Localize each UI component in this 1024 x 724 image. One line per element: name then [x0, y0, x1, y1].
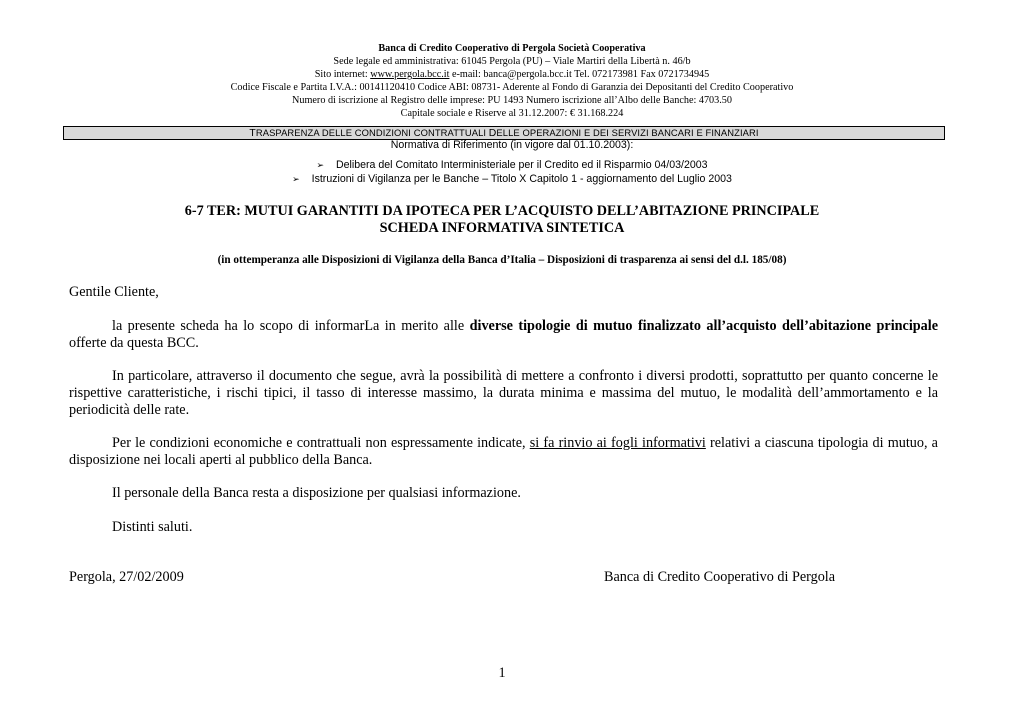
reference-list [0, 158, 1024, 186]
letterhead-registry: Numero di iscrizione al Registro delle imprese: PU 1493 Numero iscrizione all’Albo delle Banche: 4703.50 [292, 95, 732, 107]
normativa-heading: Normativa di Riferimento (in vigore dal 01.10.2003): [390, 139, 634, 151]
para3-underlined-text: si fa rinvio ai fogli informativi [529, 435, 706, 451]
paragraph-2 [69, 368, 938, 419]
para4-text: Il personale della Banca resta a disposizione per qualsiasi informazione. [112, 485, 521, 501]
arrow-bullet-icon: ➢ [292, 174, 300, 184]
list-item-text: Delibera del Comitato Interministeriale per il Credito ed il Risparmio 04/03/2003 [336, 159, 708, 171]
arrow-bullet-icon: ➢ [316, 160, 324, 170]
closing-text: Distinti saluti. [112, 519, 193, 535]
title-line-2: SCHEDA INFORMATIVA SINTETICA [379, 220, 625, 236]
website-prefix: Sito internet: [314, 69, 371, 81]
list-item [0, 158, 1024, 172]
list-item [0, 172, 1024, 186]
paragraph-4 [69, 485, 938, 502]
band-text-2: ELLE OPERAZIONI E DEI SERVIZI BANCARI E FINANZIARI [496, 127, 759, 138]
page-number: 1 [498, 665, 506, 681]
document-subtitle: (in ottemperanza alle Disposizioni di Vigilanza della Banca d’Italia – Disposizioni di trasparenza ai sensi del d.l. 185/08) [217, 254, 787, 266]
para1-bold-text: diverse tipologie di mutuo finalizzato all’acquisto dell’abitazione principale [469, 318, 938, 334]
para1-text: la presente scheda ha lo scopo di informarLa in merito alle [112, 318, 470, 334]
letterhead-capital: Capitale sociale e Riserve al 31.12.2007: € 31.168.224 [400, 108, 624, 120]
greeting: Gentile Cliente, [69, 284, 159, 300]
document-title [0, 203, 1004, 237]
para3-text: Per le condizioni economiche e contrattuali non espressamente indicate, [112, 435, 530, 451]
signature: Banca di Credito Cooperativo di Pergola [604, 569, 836, 585]
band-text-1: RASPARENZA DELLE CONDIZIONI CONTRATTUALI [255, 127, 489, 138]
letterhead-contacts [0, 68, 1024, 81]
bank-name: Banca di Credito Cooperativo di Pergola Società Cooperativa [378, 43, 646, 54]
list-item-text: Istruzioni di Vigilanza per le Banche – Titolo X Capitolo 1 - aggiornamento del Luglio 2003 [311, 173, 732, 185]
letterhead [0, 42, 1024, 121]
band-initial-d: D [488, 128, 497, 139]
para1-end-text: offerte da questa BCC. [69, 335, 199, 351]
paragraph-3 [69, 435, 938, 469]
band-initial-t: T [249, 128, 256, 139]
para2-text: In particolare, attraverso il documento che segue, avrà la possibilità di mettere a confronto i diversi prodotti, soprattutto per quanto concerne le rispettive caratteristiche, i rischi tipici, il tasso di interesse massimo, la durata minima e massima del mutuo, le modalità dell’ammortamento e la periodicità delle rate. [69, 368, 938, 418]
title-line-1: 6-7 TER: MUTUI GARANTITI DA IPOTECA PER L’ACQUISTO DELL’ABITAZIONE PRINCIPALE [184, 203, 820, 219]
letterhead-fiscal-code: Codice Fiscale e Partita I.V.A.: 00141120410 Codice ABI: 08731- Aderente al Fondo di Garanzia dei Depositanti del Credito Cooperativo [230, 82, 794, 94]
paragraph-1 [69, 318, 938, 352]
transparency-band [63, 126, 945, 140]
place-date: Pergola, 27/02/2009 [69, 569, 184, 585]
para3-end-text: relativi a ciascuna tipologia di mutuo, a disposizione nei locali aperti al pubblico della Banca. [69, 435, 938, 468]
website-link[interactable]: www.pergola.bcc.it [370, 69, 450, 81]
contacts-text: e-mail: banca@pergola.bcc.it Tel. 072173981 Fax 0721734945 [449, 69, 710, 81]
paragraph-5 [69, 519, 938, 536]
letterhead-address: Sede legale ed amministrativa: 61045 Pergola (PU) – Viale Martiri della Libertà n. 46/b [333, 56, 691, 68]
